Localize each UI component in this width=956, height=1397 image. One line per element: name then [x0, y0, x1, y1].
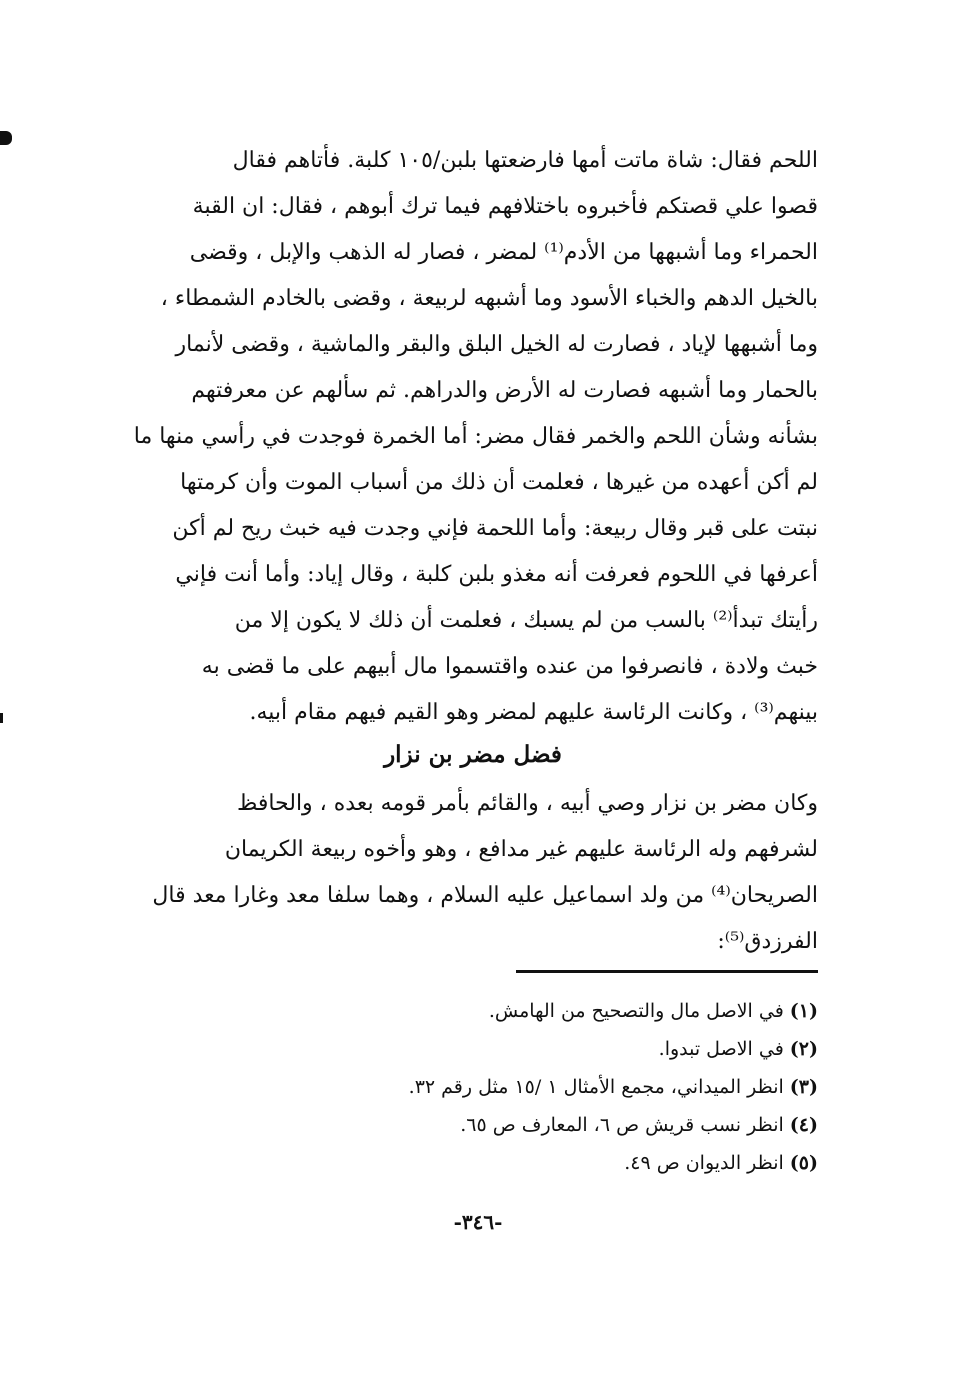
footnote-text: في الاصل تبدوا.	[658, 1038, 784, 1060]
footnote-number: (١)	[789, 1000, 818, 1022]
footnote-number: (٤)	[789, 1114, 818, 1136]
text-line: وكان مضر بن نزار وصي أبيه ، والقائم بأمر قومه بعده ، والحافظ	[236, 791, 818, 816]
text-line: لم أكن أعهده من غيرها ، فعلمت أن ذلك من أسباب الموت وأن كرمتها	[180, 470, 818, 495]
text-line: أعرفها في اللحوم فعرفت أنه مغذو بلبن كلبة ، وقال إياد: وأما أنت فإني	[175, 562, 818, 587]
text-line: وما أشبهها لإياد ، فصارت له الخيل البلق والبقر والماشية ، وقضى لأنمار	[175, 332, 818, 357]
footnote-text: انظر نسب قريش ص ٦، المعارف ص ٦٥.	[460, 1114, 784, 1136]
text-line: رأيتك تبدأ⁽²⁾ بالسب من لم يسبك ، فعلمت أن ذلك لا يكون إلا من	[234, 608, 818, 633]
page-number: -٣٤٦-	[453, 1210, 503, 1234]
footnote	[128, 1144, 818, 1182]
scan-edge-mark	[0, 131, 12, 145]
text-line: قصوا علي قصتكم فأخبروه باختلافهم فيما ترك أبوهم ، فقال: ان القبة	[192, 194, 818, 219]
footnote	[128, 1068, 818, 1106]
text-line: خبث ولادة ، فانصرفوا من عنده واقتسموا مال أبيهم على ما قضى به	[201, 654, 818, 679]
text-line: نبتت على قبر وقال ربيعة: وأما اللحمة فإني وجدت فيه خبث ريح لم أكن	[172, 516, 818, 541]
text-line: اللحم فقال: شاة ماتت أمها فارضعتها بلبن/١٠٥ كلبة. فأتاهم فقال	[232, 148, 818, 173]
body-paragraph	[128, 138, 818, 736]
section-paragraph	[128, 781, 818, 965]
footnote-divider	[516, 970, 818, 973]
footnote-number: (٣)	[789, 1076, 818, 1098]
text-line: بالحمار وما أشبهه فصارت له الأرض والدراهم. ثم سألهم عن معرفتهم	[191, 378, 818, 403]
footnote-text: انظر الديوان ص ٤٩.	[624, 1152, 784, 1174]
text-line: بينهم⁽³⁾ ، وكانت الرئاسة عليهم لمضر وهو القيم فيهم مقام أبيه.	[249, 700, 818, 725]
text-line: لشرفهم وله الرئاسة عليهم غير مدافع ، وهو وأخوه ربيعة الكريمان	[224, 837, 818, 862]
footnote	[128, 992, 818, 1030]
text-line: بالخيل الدهم والخباء الأسود وما أشبهه لربيعة ، وقضى بالخادم الشمطاء ،	[160, 286, 818, 311]
footnote	[128, 1030, 818, 1068]
footnote-text: في الاصل مال والتصحيح من الهامش.	[488, 1000, 784, 1022]
section-heading: فضل مضر بن نزار	[384, 741, 562, 768]
footnote	[128, 1106, 818, 1144]
scan-edge-mark	[0, 713, 3, 723]
text-line: الحمراء وما أشبهها من الأدم⁽¹⁾ لمضر ، فصار له الذهب والإبل ، وقضى	[189, 240, 818, 265]
text-line: الفرزدق⁽⁵⁾:	[717, 929, 818, 954]
footnote-number: (٢)	[789, 1038, 818, 1060]
footnotes	[128, 992, 818, 1182]
footnote-text: انظر الميداني، مجمع الأمثال ١ /١٥ مثل رقم ٣٢.	[408, 1076, 784, 1098]
text-line: الصريحان⁽⁴⁾ من ولد اسماعيل عليه السلام ، وهما سلفا معد وغارا معد قال	[152, 883, 818, 908]
footnote-number: (٥)	[789, 1152, 818, 1174]
text-line: بشأنه وشأن اللحم والخمر فقال مضر: أما الخمرة فوجدت في رأسي منها ما	[133, 424, 818, 449]
